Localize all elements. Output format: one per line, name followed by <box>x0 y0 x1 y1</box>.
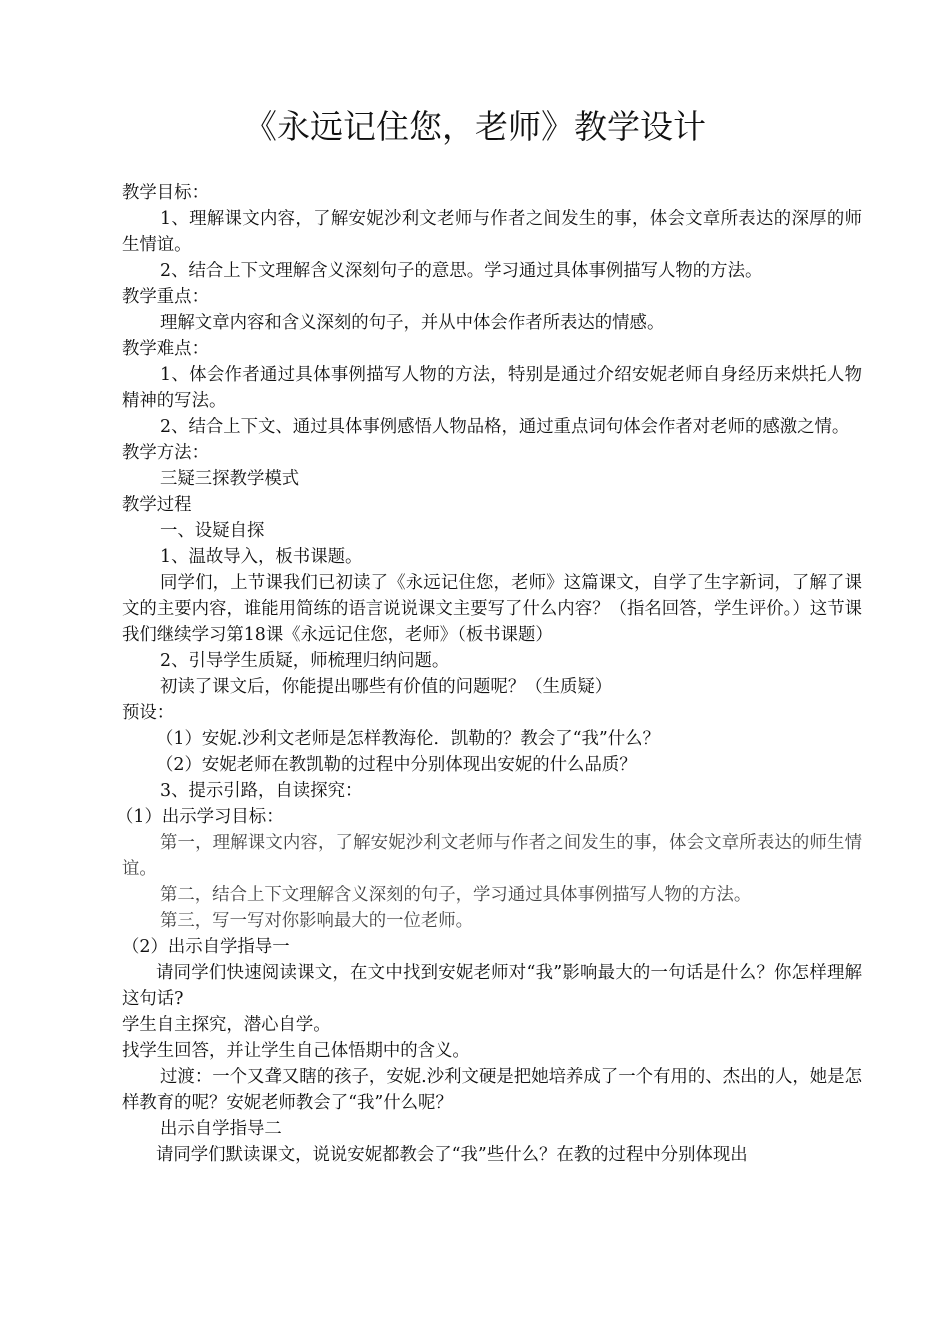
goal-1: 1、理解课文内容，了解安妮沙利文老师与作者之间发生的事，体会文章所表达的深厚的师生情谊。 <box>122 209 862 255</box>
learning-goal-3: 第三，写一写对你影响最大的一位老师。 <box>160 911 474 931</box>
process-step-1-text: 同学们，上节课我们已初读了《永远记住您，老师》这篇课文，自学了生字新词，了解了课文的主要内容，谁能用简练的语言说说课文主要写了什么内容？（指名回答，学生评价。）这节课我们继续学习第18课《永远记住您，老师》（板书课题） <box>122 573 862 645</box>
preset-question-1: （1）安妮.沙利文老师是怎样教海伦．凯勒的？教会了“我”什么？ <box>156 729 660 749</box>
difficulty-1: 1、体会作者通过具体事例描写人物的方法，特别是通过介绍安妮老师自身经历来烘托人物精神的写法。 <box>122 365 862 411</box>
document-body <box>116 180 862 1168</box>
key-point: 理解文章内容和含义深刻的句子，并从中体会作者所表达的情感。 <box>160 313 665 333</box>
self-study-note: 学生自主探究，潜心自学。 <box>122 1015 331 1035</box>
document-title: 《永远记住您，老师》教学设计 <box>244 107 706 146</box>
process-step-3: 3、提示引路，自读探究： <box>160 781 363 801</box>
heading-difficulties: 教学难点： <box>122 339 209 359</box>
transition-text: 过渡：一个又聋又瞎的孩子，安妮.沙利文硬是把她培养成了一个有用的、杰出的人，她是怎样教育的呢？安妮老师教会了“我”什么呢？ <box>122 1067 862 1113</box>
self-study-guide-1-text: 请同学们快速阅读课文，在文中找到安妮老师对“我”影响最大的一句话是什么？你怎样理解这句话? <box>122 963 862 1009</box>
difficulty-2: 2、结合上下文、通过具体事例感悟人物品格，通过重点词句体会作者对老师的感激之情。 <box>160 417 850 437</box>
heading-methods: 教学方法： <box>122 443 209 463</box>
learning-goal-2: 第二，结合上下文理解含义深刻的句子，学习通过具体事例描写人物的方法。 <box>160 885 752 905</box>
self-study-guide-2-heading: 出示自学指导二 <box>160 1119 282 1139</box>
self-study-guide-2-text: 请同学们默读课文，说说安妮都教会了“我”些什么？在教的过程中分别体现出 <box>156 1145 748 1165</box>
process-step-2: 2、引导学生质疑，师梳理归纳问题。 <box>160 651 450 671</box>
process-step-2-text: 初读了课文后，你能提出哪些有价值的问题呢？（生质疑） <box>160 677 613 697</box>
self-study-guide-1-heading: （2）出示自学指导一 <box>122 937 290 957</box>
learning-goals-heading: （1）出示学习目标： <box>116 807 284 827</box>
heading-key-points: 教学重点： <box>122 287 209 307</box>
process-step-1: 1、温故导入，板书课题。 <box>160 547 363 567</box>
heading-teaching-goals: 教学目标： <box>122 183 209 203</box>
preset-question-2: （2）安妮老师在教凯勒的过程中分别体现出安妮的什么品质？ <box>156 755 637 775</box>
heading-preset: 预设： <box>122 703 175 723</box>
learning-goal-1: 第一，理解课文内容，了解安妮沙利文老师与作者之间发生的事，体会文章所表达的师生情谊。 <box>122 833 862 879</box>
heading-process: 教学过程 <box>122 495 192 515</box>
process-section-1: 一、设疑自探 <box>160 521 265 541</box>
goal-2: 2、结合上下文理解含义深刻句子的意思。学习通过具体事例描写人物的方法。 <box>160 261 763 281</box>
student-answer-note: 找学生回答，并让学生自己体悟期中的含义。 <box>122 1041 470 1061</box>
method: 三疑三探教学模式 <box>160 469 300 489</box>
